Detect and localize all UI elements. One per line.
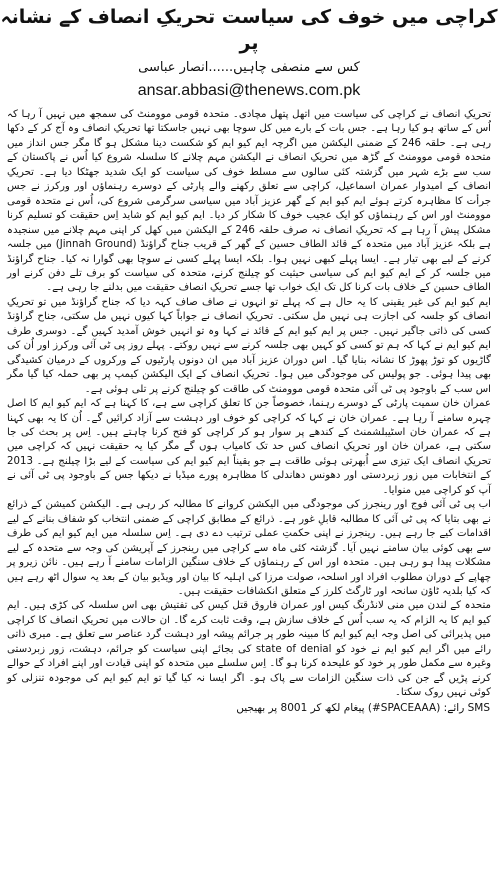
body-paragraph: تحریکِ انصاف نے کراچی کی سیاست میں اتھل پتھل مچادی۔ متحدہ قومی موومنٹ کی سمجھ میں نہیں آ رہا کہ اُس کے ساتھ ہو کیا رہا ہے۔ جس بات کے بارے میں کل سوچا بھی نہیں جاسکتا تھا تحریکِ انصاف وہ آج کر کے دکھا رہی ہے۔ حلقہ 246 کے ضمنی الیکشن میں اگرچہ ایم کیو ایم کو شکست دینا مشکل ہو گا مگر جس انداز میں متحدہ قومی موومنٹ کے گڑھ میں تحریکِ انصاف نے الیکشن مہم چلانے کا سلسلہ شروع کیا اُس نے پاکستان کے سب سے بڑے شہر میں گزشتہ کئی سالوں سے مسلط خوف کی سیاست کو ایک شدید جھٹکا دیا ہے۔ تحریکِ انصاف کے امیدوار عمران اسماعیل، کراچی سے تعلق رکھنے والے پارٹی کے دوسرے رہنماؤں اور ورکرز نے جس جرأت کا مظاہرہ کرتے ہوئے ایم کیو ایم کے گھر عزیز آباد میں سیاسی سرگرمی شروع کی، اُس نے متحدہ قومی موومنٹ اور اس کے رہنماؤں کو ایک عجیب خوف کا شکار کر دیا۔ ایم کیو ایم کو شاید اِس حقیقت کو تسلیم کرنا مشکل پیش آ رہا ہے کہ تحریکِ انصاف نہ صرف حلقہ 246 کے الیکشن میں کھل کر اپنی مہم چلانے میں سنجیدہ ہے بلکہ عزیز آباد میں متحدہ کے قائد الطاف حسین کے گھر کے قریب جناح گراؤنڈ (Jinnah Ground) میں جلسہ کرنے کے لیے بھی تیار ہے۔ ایسا پہلے کبھی نہیں ہوا۔ بلکہ ایسا پہلے کسی نے سوچا بھی گوارا نہ کیا۔ جناح گراؤنڈ میں جلسہ کر کے ایم کیو ایم کی سیاسی حیثیت کو چیلنج کرنے، متحدہ کی سیاست کو برف تلے دفن کرنے اور الطاف حسین کے خلاف بات کرنا کل تک ایک خواب تھا جسے تحریکِ انصاف حقیقت میں بدلنے جا رہی ہے۔ [7, 109, 491, 294]
column-title-author: کس سے منصفی چاہیں......انصار عباسی [138, 60, 360, 75]
body-paragraph: اب پی ٹی آئی فوج اور رینجرز کی موجودگی میں الیکشن کروانے کا مطالبہ کر رہی ہے۔ الیکشن کمیشن کے ذرائع نے بھی بتایا کہ پی ٹی آئی کا مطالبہ قابلِ غور ہے۔ ذرائع کے مطابق کراچی کے ضمنی انتخاب کو شفاف بنانے کے لیے اقدامات کیے جا رہے ہیں۔ رینجرز نے اپنی حکمتِ عملی ترتیب دے دی ہے۔ اِس سلسلہ میں ایم کیو ایم کی طرف سے بھی کوئی بیان سامنے نہیں آیا۔ گزشتہ کئی ماہ سے کراچی میں رینجرز کے آپریشن کی وجہ سے متحدہ کے لیے مشکلات پیدا ہو رہی ہیں۔ متحدہ اور اس کے رہنماؤں کے خلاف سنگین الزامات سامنے آ رہے ہیں۔ نائن زیرو پر چھاپے کے دوران مطلوب افراد اور اسلحہ، صولت مرزا کی اہلیہ کا بیان اور ویڈیو بیان کے بعد یہ سوال اٹھ رہے ہیں کہ کیا بلدیہ ٹاؤن سانحہ اور ٹارگٹ کلرز کے متعلق انکشافات حقیقت ہیں۔ [7, 499, 491, 597]
body-paragraph: عمران خان سمیت پارٹی کے دوسرے رہنما، خصوصاً جن کا تعلق کراچی سے ہے، کا کہنا ہے کہ ایم کیو ایم کا اصل چہرہ سامنے آ رہا ہے۔ عمران خان نے کہا کہ کراچی کو خوف اور دہشت سے آزاد کرائیں گے۔ اُن کا یہ بھی کہنا ہے کہ عمران خان اسٹیبلشمنٹ کے کندھے پر سوار ہو کر کراچی کو فتح کرنا چاہتے ہیں۔ اِس پر بحث کی جا سکتی ہے، عمران خان اور تحریکِ انصاف کس حد تک کامیاب ہوں گے مگر کیا یہ حقیقت نہیں کہ کراچی میں تحریکِ انصاف ایک تیزی سے اُبھرتی ہوئی طاقت ہے جو یقیناً ایم کیو ایم کی سیاست کے لیے بڑا چیلنج ہے۔ 2013 کے انتخابات میں زور زبردستی اور دھونس دھاندلی کا مظاہرہ پورے میڈیا نے دیکھا جس کے باوجود پی ٹی آئی نے آپ کو کراچی میں منوایا۔ [7, 398, 491, 496]
sms-footer-note: SMS رائے: (SPACEAAA#) پیغام لکھ کر 8001 پر بھیجیں [236, 701, 490, 714]
headline: کراچی میں خوف کی سیاست تحریکِ انصاف کے نشانہ پر [0, 6, 498, 54]
body-paragraph: متحدہ کے لندن میں منی لانڈرنگ کیس اور عمران فاروق قتل کیس کی تفتیش بھی اس سلسلہ کی کڑی ہیں۔ ایم کیو ایم کا یہ الزام کہ یہ سب اُس کے خلاف سازش ہے، وقت ثابت کرے گا۔ ان حالات میں تحریکِ انصاف کا کراچی میں پذیرائی کی اصل وجہ ایم کیو ایم کا مبینہ طور پر جرائم پیشہ اور دہشت گرد عناصر سے تعلق ہے۔ میری ذاتی رائے میں اگر ایم کیو ایم نے خود کو state of denial کی بجائے اپنی سیاست کو جرائم، دہشت، زور زبردستی وغیرہ سے مکمل طور پر خود کو علیحدہ کرنا ہو گا۔ اِس سلسلے میں متحدہ کو اپنی قیادت اور اپنے افراد کے حوالے کرنے پڑیں گے جن کی ذات سنگین الزامات سے پاک ہو۔ اگر ایسا نہ کیا گیا تو ایم کیو ایم کی موجودہ تنزلی کو کوئی نہیں روک سکتا۔ [7, 600, 491, 699]
body-paragraph: ایم کیو ایم کی غیر یقینی کا یہ حال ہے کہ پہلے تو انہوں نے صاف صاف کہہ دیا کہ جناح گراؤنڈ میں تو تحریکِ انصاف کو جلسہ کی اجازت ہی نہیں مل سکتی۔ تحریکِ انصاف نے جواباً کہا کیوں نہیں مل سکتی، جناح گراؤنڈ کسی کی ذاتی جاگیر نہیں۔ جس پر ایم کیو ایم کے قائد نے کہا وہ تو انہیں خوش آمدید کہیں گے۔ دوسری طرف ایم کیو ایم نے کہا کہ ہم تو کسی کو کہیں بھی جلسہ کرنے سے نہیں روکتے۔ پہلے روز پی ٹی آئی ورکرز اور اُن کی گاڑیوں کو توڑ پھوڑ کا نشانہ بنایا گیا۔ اس دوران عزیز آباد میں ان دونوں پارٹیوں کے ورکروں کے درمیان کشیدگی بھی پیدا ہوئی۔ جو پولیس کی موجودگی میں ہوا۔ تحریکِ انصاف کے ایک الیکشن کیمپ پر بھی حملہ کیا گیا مگر اس سب کے باوجود پی ٹی آئی متحدہ قومی موومنٹ کی طاقت کو چیلنج کرنے پر تلی ہوئی ہے۔ [7, 296, 491, 395]
article-body [0, 102, 498, 701]
author-email[interactable]: ansar.abbasi@thenews.com.pk [137, 82, 361, 99]
